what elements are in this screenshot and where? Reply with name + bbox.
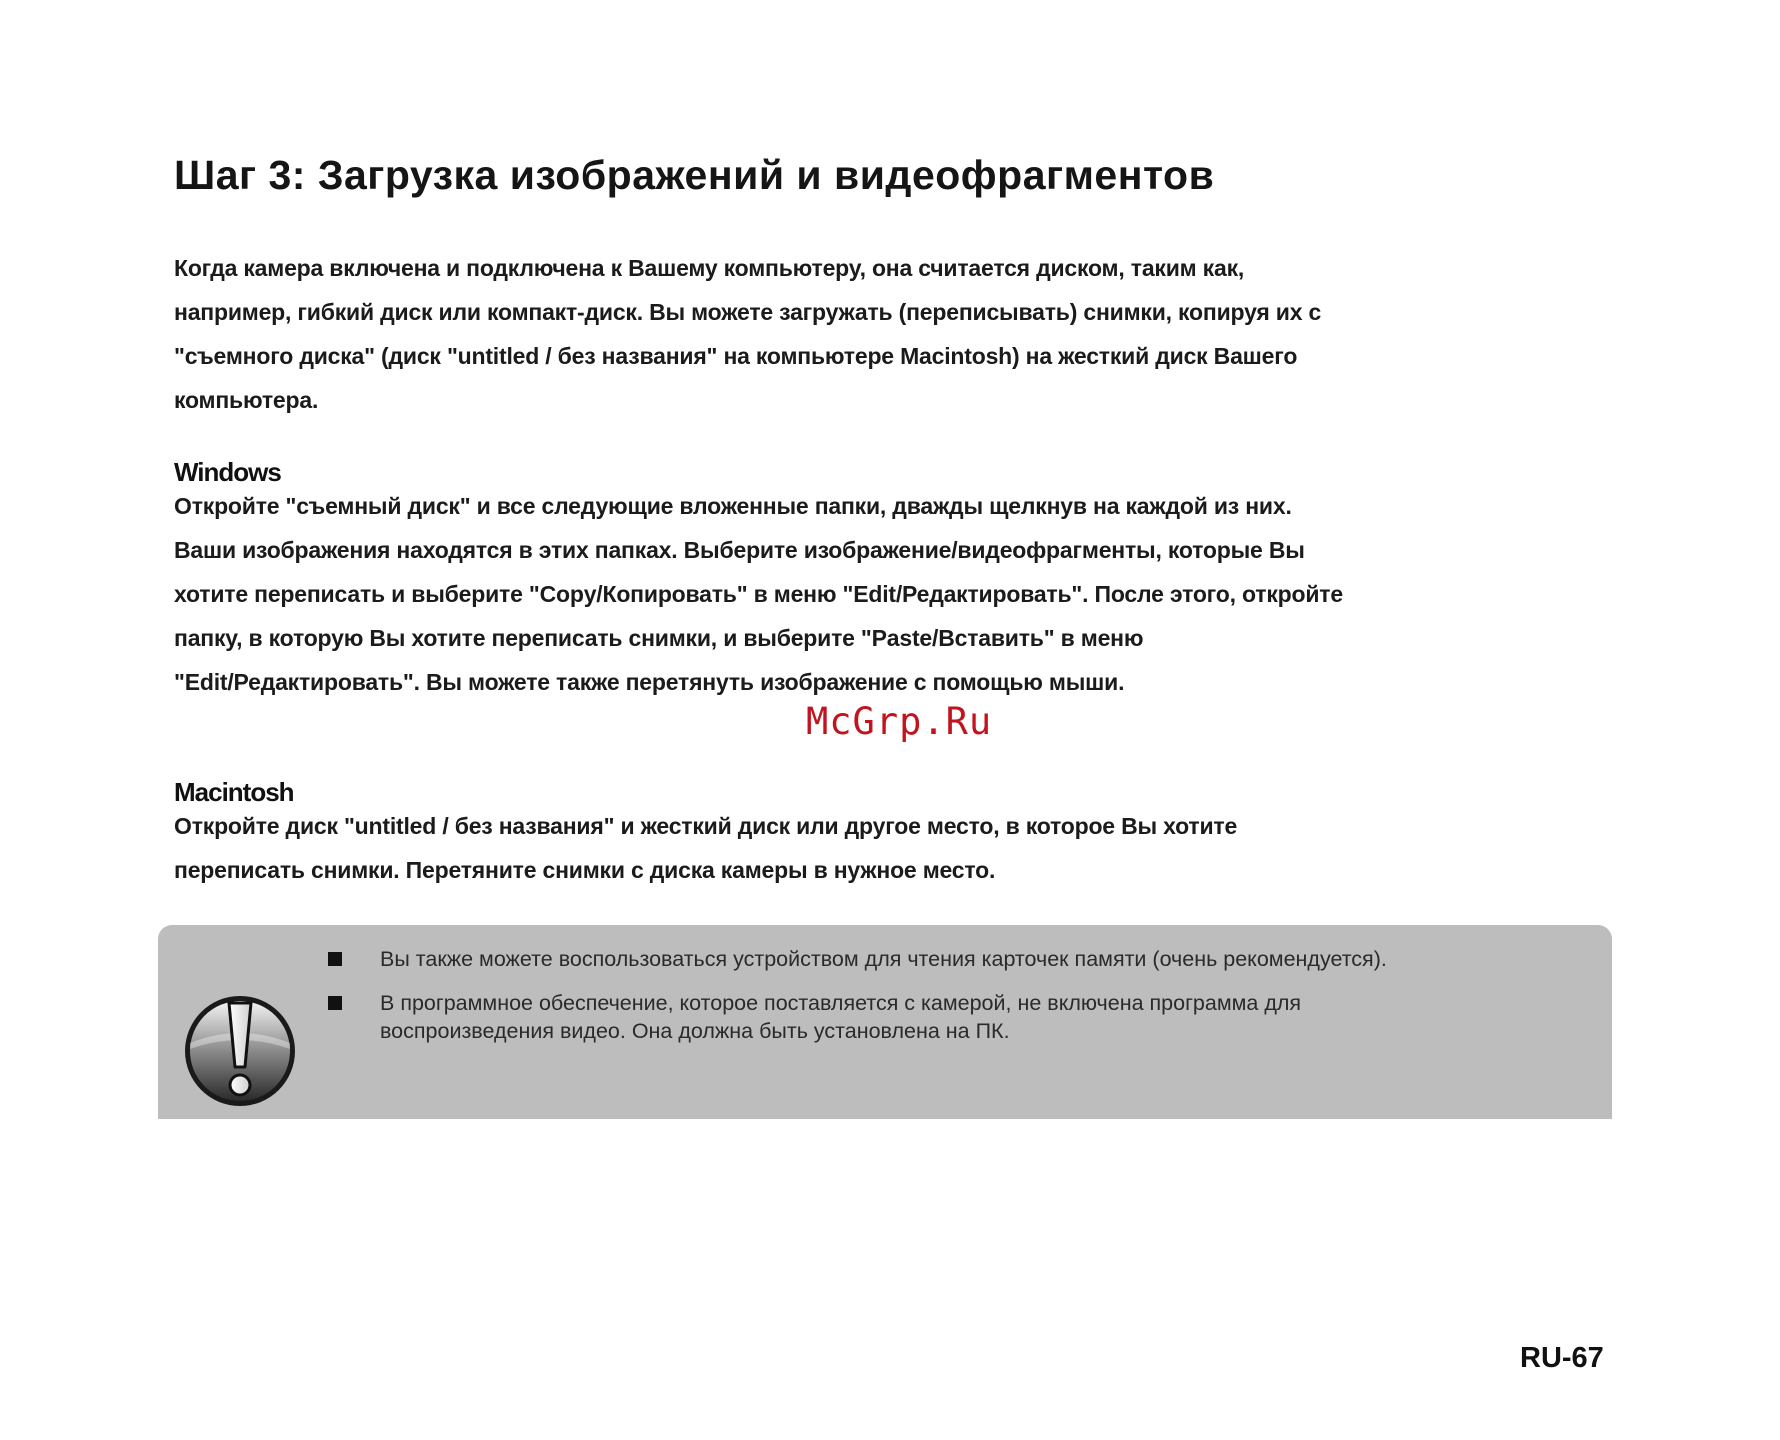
- note-box: [158, 925, 1612, 1119]
- warning-exclamation-icon: [182, 993, 298, 1109]
- note-line: воспроизведения видео. Она должна быть установлена на ПК.: [380, 1019, 1010, 1043]
- note-item: [328, 945, 1387, 973]
- windows-line: хотите переписать и выберите "Copy/Копировать" в меню "Edit/Редактировать". После этого, откройте: [174, 581, 1343, 607]
- page-number: RU-67: [1520, 1342, 1604, 1374]
- bullet-icon: [328, 996, 342, 1010]
- macintosh-line: переписать снимки. Перетяните снимки с диска камеры в нужное место.: [174, 857, 996, 883]
- windows-line: папку, в которую Вы хотите переписать снимки, и выберите "Paste/Вставить" в меню: [174, 625, 1144, 651]
- note-item: [328, 989, 1387, 1045]
- note-line: В программное обеспечение, которое поставляется с камерой, не включена программа для: [380, 991, 1302, 1015]
- macintosh-heading: Macintosh: [174, 777, 294, 807]
- windows-line: Ваши изображения находятся в этих папках. Выберите изображение/видеофрагменты, которые Вы: [174, 537, 1305, 563]
- windows-line: Откройте "съемный диск" и все следующие вложенные папки, дважды щелкнув на каждой из них.: [174, 493, 1292, 519]
- intro-paragraph: [174, 246, 1321, 422]
- macintosh-paragraph: [174, 804, 1237, 892]
- note-line: Вы также можете воспользоваться устройством для чтения карточек памяти (очень рекомендуется).: [380, 947, 1387, 971]
- intro-line: Когда камера включена и подключена к Вашему компьютеру, она считается диском, таким как,: [174, 255, 1245, 281]
- windows-heading: Windows: [174, 457, 281, 487]
- macintosh-line: Откройте диск "untitled / без названия" и жесткий диск или другое место, в которое Вы хотите: [174, 813, 1238, 839]
- bullet-icon: [328, 952, 342, 966]
- page-title: Шаг 3: Загрузка изображений и видеофрагментов: [174, 152, 1215, 198]
- windows-paragraph: [174, 484, 1343, 704]
- intro-line: "съемного диска" (диск "untitled / без названия" на компьютере Macintosh) на жесткий диск Вашего: [174, 343, 1298, 369]
- note-list: [328, 945, 1387, 1061]
- windows-line: "Edit/Редактировать". Вы можете также перетянуть изображение с помощью мыши.: [174, 669, 1125, 695]
- watermark-link[interactable]: McGrp.Ru: [806, 700, 993, 743]
- intro-line: компьютера.: [174, 387, 319, 413]
- intro-line: например, гибкий диск или компакт-диск. Вы можете загружать (переписывать) снимки, копируя их с: [174, 299, 1322, 325]
